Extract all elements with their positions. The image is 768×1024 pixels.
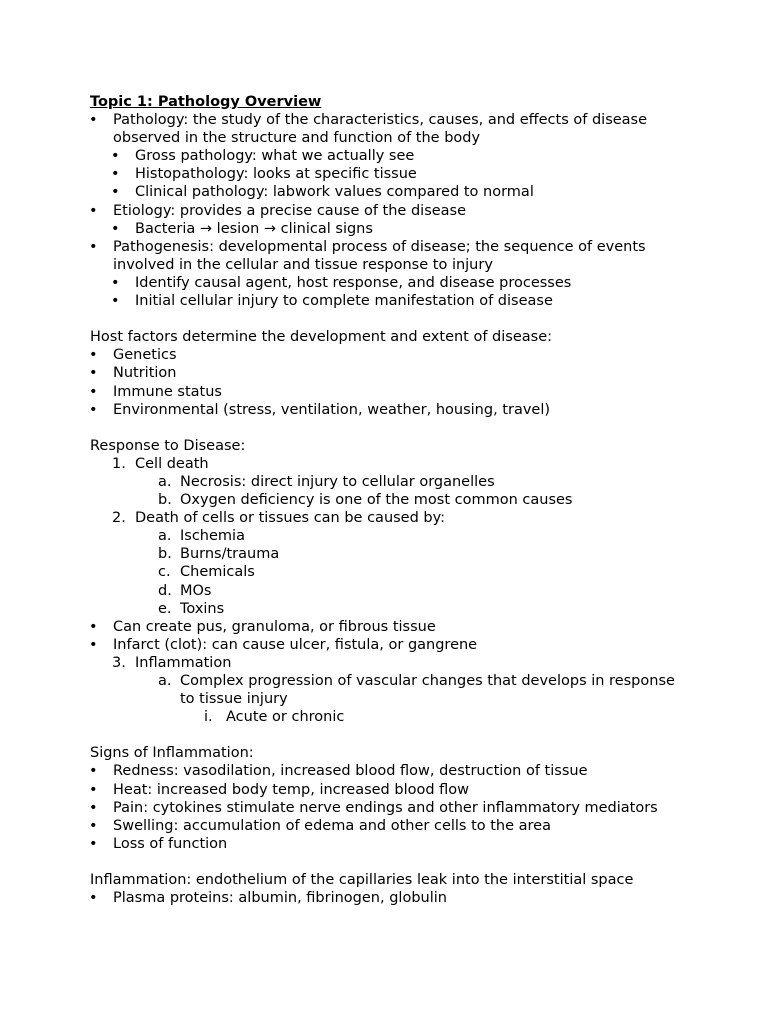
- list-item: [90, 455, 690, 473]
- list-item: [90, 491, 690, 509]
- list-item: [90, 527, 690, 545]
- spacer: [90, 726, 690, 744]
- list-item: [90, 473, 690, 491]
- spacer: [90, 310, 690, 328]
- page-title: Topic 1: Pathology Overview: [90, 94, 322, 110]
- list-marker: c.: [158, 564, 171, 581]
- list-item: [90, 563, 690, 581]
- list-marker: a.: [158, 473, 172, 490]
- list-marker: 1.: [112, 455, 126, 472]
- list-item: • Infarct (clot): can cause ulcer, fistula, or gangrene: [90, 636, 690, 654]
- list-item: [90, 600, 690, 618]
- signs-heading: Signs of Inflammation:: [90, 745, 254, 762]
- list-marker: b.: [158, 546, 172, 563]
- list-item: [90, 582, 690, 600]
- list-marker: i.: [204, 709, 213, 726]
- list-item: [90, 672, 690, 708]
- list-item: • Swelling: accumulation of edema and other cells to the area: [90, 817, 690, 835]
- inflammation-list: [90, 889, 690, 907]
- spacer: [90, 419, 690, 437]
- list-item: • Identify causal agent, host response, and disease processes: [90, 274, 690, 292]
- list-item-text: Ischemia: [180, 528, 245, 545]
- arrow-right-icon: →: [263, 220, 277, 237]
- list-item-text: Toxins: [180, 600, 225, 617]
- list-item: • Clinical pathology: labwork values compared to normal: [90, 183, 690, 201]
- list-item: [90, 509, 690, 527]
- host-factors-heading: Host factors determine the development and extent of disease:: [90, 329, 553, 346]
- list-item-text: Oxygen deficiency is one of the most common causes: [180, 492, 573, 509]
- clinical-signs-text: clinical signs: [280, 220, 373, 237]
- list-item-text: Cell death: [135, 455, 209, 472]
- overview-list: [90, 111, 690, 310]
- list-item: • Genetics: [90, 346, 690, 364]
- list-marker: d.: [158, 582, 172, 599]
- list-item-text: Complex progression of vascular changes that develops in response to tissue injury: [180, 673, 675, 708]
- response-heading: Response to Disease:: [90, 437, 246, 454]
- list-item-text: Death of cells or tissues can be caused by:: [135, 510, 446, 527]
- list-item: [90, 708, 690, 726]
- list-item-text: Necrosis: direct injury to cellular organelles: [180, 473, 495, 490]
- list-marker: 3.: [112, 654, 126, 671]
- lesion-text: lesion: [216, 220, 260, 237]
- list-item-text: Burns/trauma: [180, 546, 280, 563]
- list-item: • Redness: vasodilation, increased blood flow, destruction of tissue: [90, 762, 690, 780]
- list-item: • Plasma proteins: albumin, fibrinogen, globulin: [90, 889, 690, 907]
- list-item: [90, 545, 690, 563]
- list-marker: a.: [158, 528, 172, 545]
- list-item-text: Chemicals: [180, 564, 255, 581]
- list-item: • Pathology: the study of the characteristics, causes, and effects of disease observed in the structure and function of the body: [90, 111, 690, 147]
- bacteria-text: Bacteria: [135, 220, 196, 237]
- list-item-text: Acute or chronic: [226, 709, 345, 726]
- list-item-text: MOs: [180, 582, 212, 599]
- list-item: • Pain: cytokines stimulate nerve endings and other inflammatory mediators: [90, 799, 690, 817]
- list-item: • Environmental (stress, ventilation, weather, housing, travel): [90, 401, 690, 419]
- host-factors-list: [90, 346, 690, 418]
- inflammation-heading: Inflammation: endothelium of the capillaries leak into the interstitial space: [90, 872, 634, 889]
- list-item: • Etiology: provides a precise cause of the disease: [90, 202, 690, 220]
- list-item: • Heat: increased body temp, increased blood flow: [90, 781, 690, 799]
- list-item-text: Inflammation: [135, 654, 232, 671]
- spacer: [90, 853, 690, 871]
- list-item: [90, 654, 690, 672]
- list-item: • Immune status: [90, 383, 690, 401]
- list-item: • Pathogenesis: developmental process of disease; the sequence of events involved in the cellular and tissue response to injury: [90, 238, 690, 274]
- list-marker: 2.: [112, 510, 126, 527]
- arrow-right-icon: →: [199, 220, 213, 237]
- document-body: [90, 93, 690, 907]
- list-item: • Can create pus, granuloma, or fibrous tissue: [90, 618, 690, 636]
- list-marker: b.: [158, 492, 172, 509]
- list-item: [90, 220, 690, 238]
- list-item: • Nutrition: [90, 364, 690, 382]
- list-item: • Loss of function: [90, 835, 690, 853]
- list-item: • Gross pathology: what we actually see: [90, 147, 690, 165]
- signs-list: [90, 762, 690, 852]
- response-list: [90, 455, 690, 726]
- list-marker: a.: [158, 673, 172, 689]
- list-item: • Initial cellular injury to complete manifestation of disease: [90, 292, 690, 310]
- list-item: • Histopathology: looks at specific tissue: [90, 165, 690, 183]
- list-marker: e.: [158, 600, 172, 617]
